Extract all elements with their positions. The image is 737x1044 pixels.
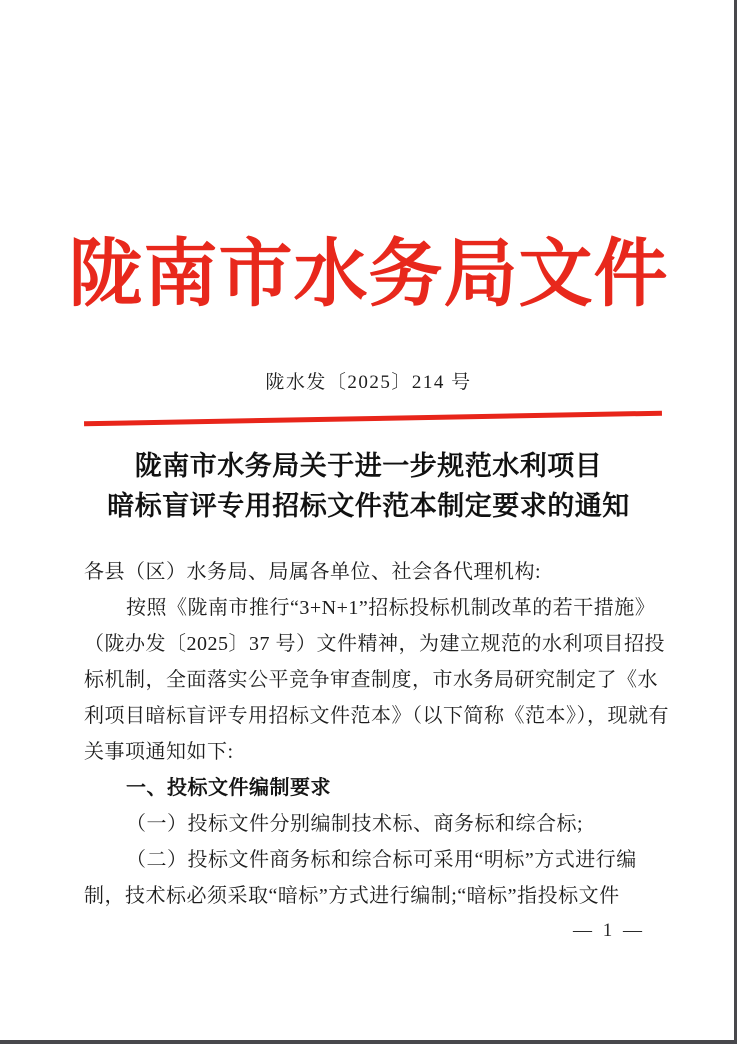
document-title-line2: 暗标盲评专用招标文件范本制定要求的通知 — [107, 491, 630, 521]
page-number: — 1 — — [573, 920, 645, 941]
body-line: 关事项通知如下: — [84, 741, 234, 763]
document-body — [84, 554, 669, 914]
body-line: 利项目暗标盲评专用招标文件范本》（以下简称《范本》），现就有 — [84, 705, 669, 727]
document-title-line1: 陇南市水务局关于进一步规范水利项目 — [134, 451, 603, 481]
body-line: 一、投标文件编制要求 — [126, 777, 331, 799]
body-line: 按照《陇南市推行“3+N+1”招标投标机制改革的若干措施》 — [126, 597, 656, 619]
letterhead-agency-title: 陇南市水务局文件 — [68, 234, 669, 316]
scan-edge-bottom — [0, 1040, 737, 1044]
body-line: 各县（区）水务局、局属各单位、社会各代理机构: — [84, 561, 542, 583]
document-number: 陇水发〔2025〕214 号 — [265, 372, 472, 393]
body-line: 标机制，全面落实公平竞争审查制度，市水务局研究制定了《水 — [84, 669, 658, 691]
body-line: （二）投标文件商务标和综合标可采用“明标”方式进行编 — [126, 849, 637, 871]
body-line: （一）投标文件分别编制技术标、商务标和综合标; — [126, 813, 584, 835]
body-line: 制，技术标必须采取“暗标”方式进行编制;“暗标”指投标文件 — [84, 885, 620, 907]
body-line: （陇办发〔2025〕37 号）文件精神，为建立规范的水利项目招投 — [84, 633, 665, 655]
document-title — [0, 446, 737, 526]
letterhead-divider-line — [84, 411, 662, 427]
